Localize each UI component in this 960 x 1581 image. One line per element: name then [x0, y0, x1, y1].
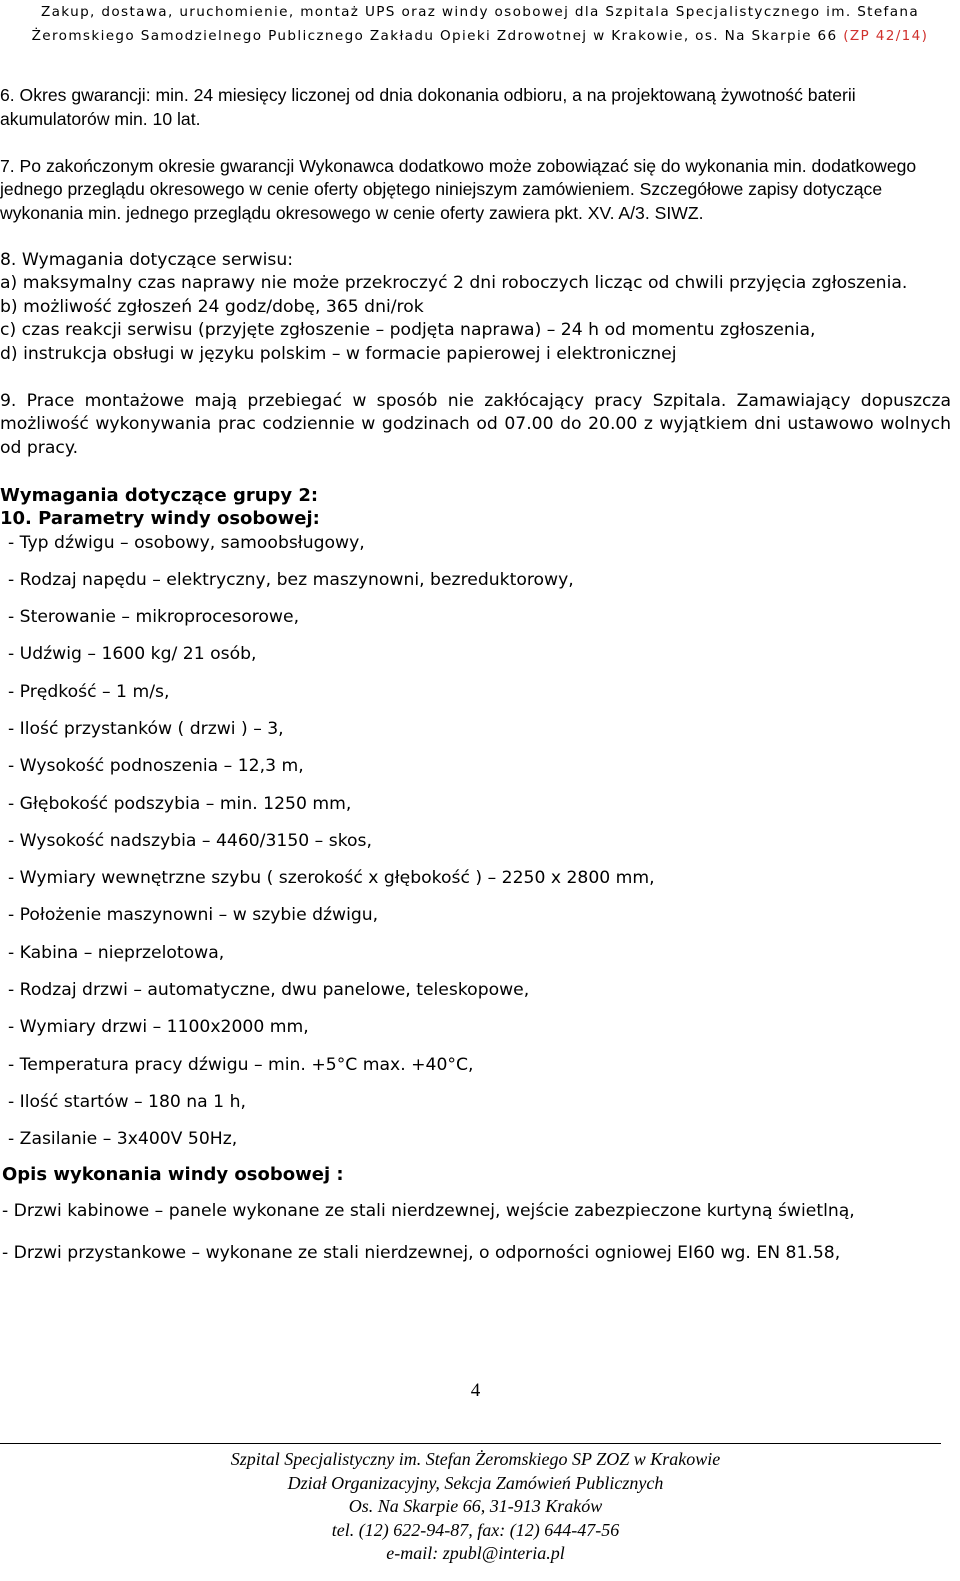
footer-hospital-name: Szpital Specjalistyczny im. Stefan Żeromskiego SP ZOZ w Krakowie	[230, 1449, 721, 1469]
parameter-item: - Temperatura pracy dźwigu – min. +5°C max. +40°C,	[8, 1054, 474, 1075]
parameter-item: - Położenie maszynowni – w szybie dźwigu,	[8, 905, 379, 926]
parameter-item: - Głębokość podszybia – min. 1250 mm,	[8, 793, 352, 814]
document-body	[0, 84, 951, 1265]
description-item: - Drzwi przystankowe – wykonane ze stali nierdzewnej, o odporności ogniowej EI60 wg. EN 81.58,	[2, 1242, 841, 1263]
parameter-item: - Prędkość – 1 m/s,	[8, 681, 170, 702]
description-section	[0, 1163, 951, 1266]
section-9-installation: 9. Prace montażowe mają przebiegać w sposób nie zakłócający pracy Szpitala. Zamawiający dopuszcza możliwość wykonywania prac codziennie w godzinach od 07.00 do 20.00 z wyjątkiem dni ustawowo wolnych od pracy.	[0, 390, 951, 458]
header-reference: (ZP 42/14)	[843, 28, 929, 44]
footer-phone-fax: tel. (12) 622-94-87, fax: (12) 644-47-56	[331, 1519, 620, 1540]
section-8-item-d: d) instrukcja obsługi w języku polskim – w formacie papierowej i elektronicznej	[0, 343, 677, 364]
footer-divider	[0, 1443, 941, 1444]
page-number: 4	[470, 1380, 481, 1401]
footer-address: Os. Na Skarpie 66, 31-913 Kraków	[348, 1496, 603, 1516]
parameter-item: - Sterowanie – mikroprocesorowe,	[8, 607, 300, 628]
parameter-item: - Rodzaj napędu – elektryczny, bez maszynowni, bezreduktorowy,	[8, 569, 574, 590]
page-footer	[0, 1448, 951, 1566]
section-6-warranty: 6. Okres gwarancji: min. 24 miesięcy liczonej od dnia dokonania odbioru, a na projektowaną żywotność baterii akumulatorów min. 10 lat.	[0, 85, 856, 129]
section-8-item-c: c) czas reakcji serwisu (przyjęte zgłoszenie – podjęta naprawa) – 24 h od momentu zgłoszenia,	[0, 320, 816, 340]
parameter-item: - Wysokość podnoszenia – 12,3 m,	[8, 756, 304, 777]
header-line-2-main: Żeromskiego Samodzielnego Publicznego Zakładu Opieki Zdrowotnej w Krakowie, os. Na Skarpie 66	[31, 28, 838, 44]
parameter-item: - Wysokość nadszybia – 4460/3150 – skos,	[8, 830, 372, 851]
page-header	[0, 0, 960, 48]
parameter-item: - Rodzaj drzwi – automatyczne, dwu panelowe, teleskopowe,	[8, 980, 530, 1001]
footer-department: Dział Organizacyjny, Sekcja Zamówień Publicznych	[287, 1472, 664, 1493]
parameters-list	[0, 531, 951, 1152]
parameter-item: - Wymiary wewnętrzne szybu ( szerokość x głębokość ) – 2250 x 2800 mm,	[8, 868, 655, 889]
parameter-item: - Zasilanie – 3x400V 50Hz,	[8, 1129, 238, 1150]
parameter-item: - Kabina – nieprzelotowa,	[8, 942, 225, 963]
section-8-item-a: a) maksymalny czas naprawy nie może przekroczyć 2 dni roboczych licząc od chwili przyjęcia zgłoszenia.	[0, 273, 908, 293]
description-item: - Drzwi kabinowe – panele wykonane ze stali nierdzewnej, wejście zabezpieczone kurtyną świetlną,	[2, 1201, 855, 1222]
footer-email: e-mail: zpubl@interia.pl	[386, 1543, 565, 1563]
section-8-title: 8. Wymagania dotyczące serwisu:	[0, 249, 294, 270]
parameter-item: - Wymiary drzwi – 1100x2000 mm,	[8, 1017, 309, 1038]
section-7-inspection: 7. Po zakończonym okresie gwarancji Wykonawca dodatkowo może zobowiązać się do wykonania min. dodatkowego jednego przeglądu okresowego w cenie oferty objętego niniejszym zamówieniem. Szczegółowe zapisy dotyczące wykonania min. jednego przeglądu okresowego w cenie oferty zawiera pkt. XV. A/3. SIWZ.	[0, 155, 917, 223]
parameter-item: - Ilość przystanków ( drzwi ) – 3,	[8, 718, 284, 739]
group-2-heading: Wymagania dotyczące grupy 2:	[0, 484, 319, 506]
parameter-item: - Ilość startów – 180 na 1 h,	[8, 1091, 246, 1112]
section-8-item-b: b) możliwość zgłoszeń 24 godz/dobę, 365 dni/rok	[0, 296, 424, 317]
header-line-1: Zakup, dostawa, uruchomienie, montaż UPS oraz windy osobowej dla Szpitala Specjalistycznego im. Stefana	[40, 4, 920, 20]
parameters-heading: 10. Parametry windy osobowej:	[0, 508, 320, 529]
header-line-2	[0, 24, 960, 48]
parameter-item: - Typ dźwigu – osobowy, samoobsługowy,	[8, 532, 365, 553]
description-heading: Opis wykonania windy osobowej :	[2, 1163, 344, 1185]
parameter-item: - Udźwig – 1600 kg/ 21 osób,	[8, 644, 257, 665]
